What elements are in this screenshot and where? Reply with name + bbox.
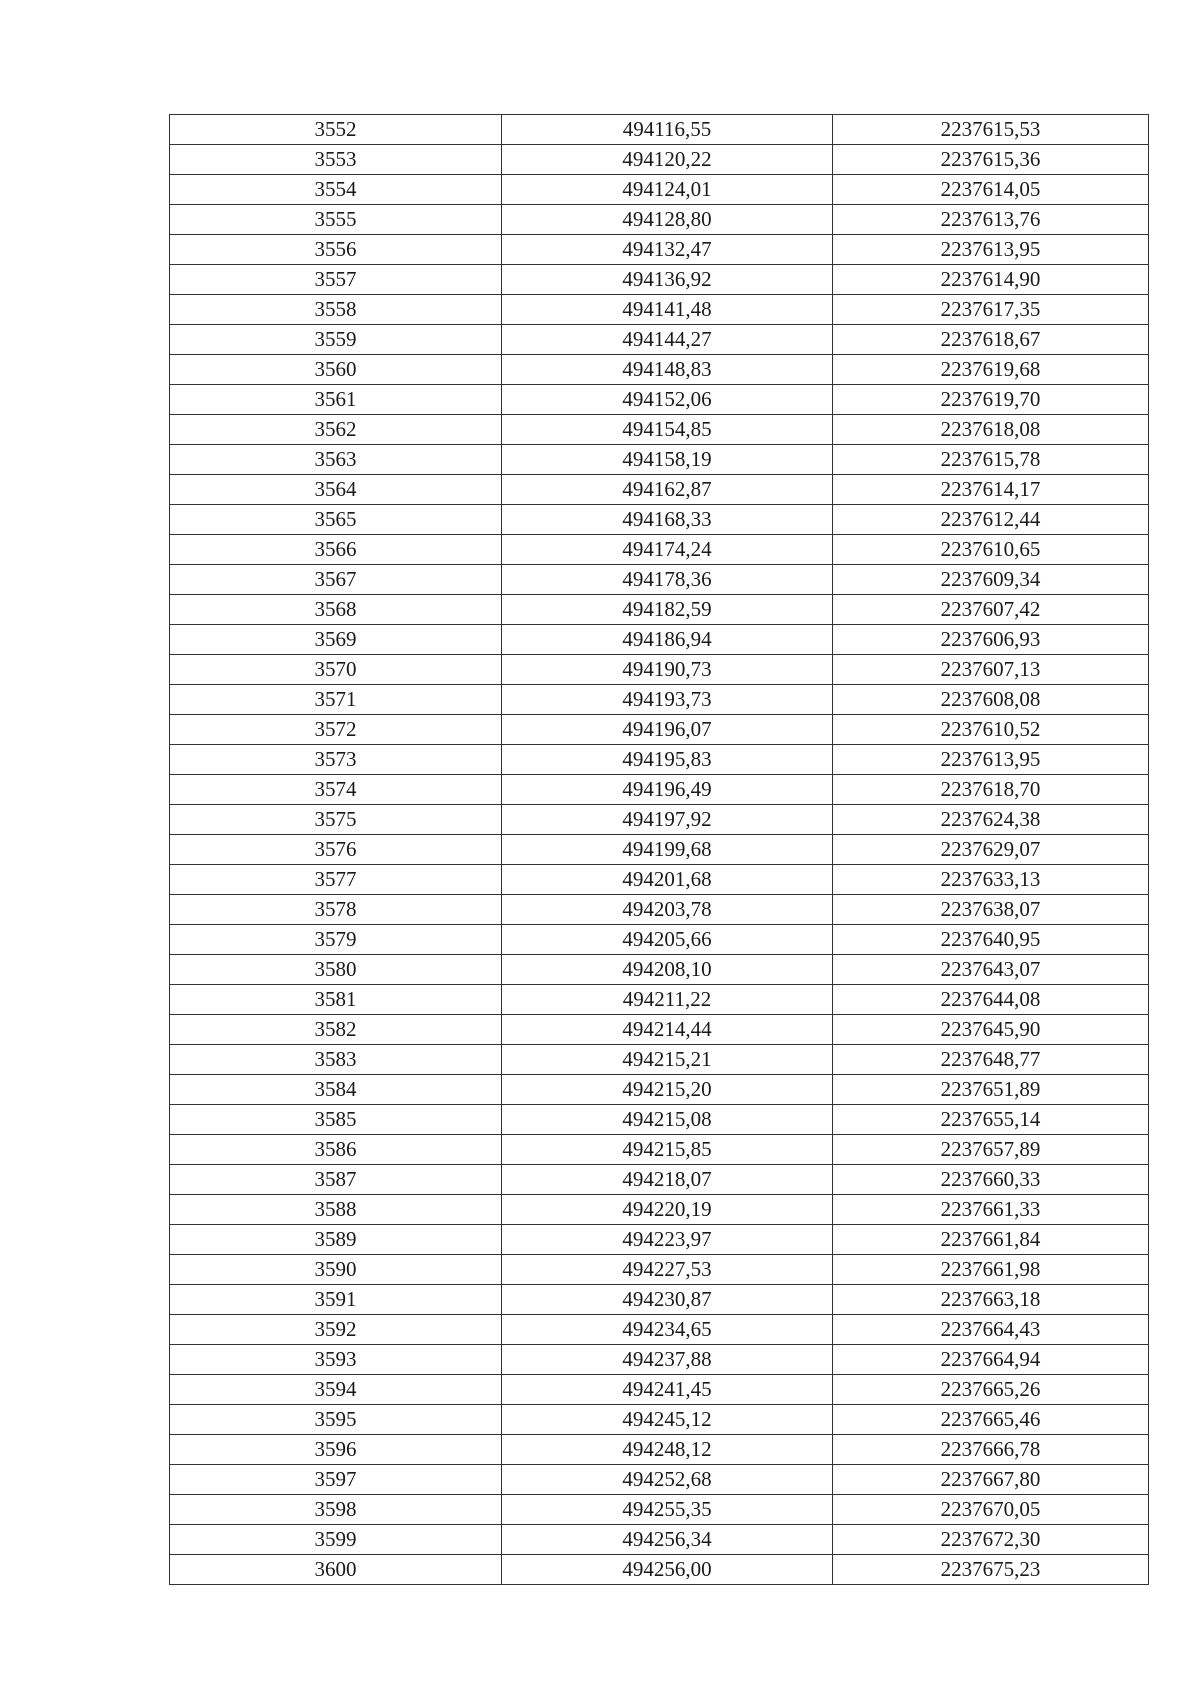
x-coordinate-cell: 494144,27 xyxy=(502,325,833,355)
point-number-cell: 3582 xyxy=(170,1015,502,1045)
point-number-cell: 3560 xyxy=(170,355,502,385)
table-row xyxy=(170,1555,1149,1585)
x-coordinate-cell: 494148,83 xyxy=(502,355,833,385)
x-coordinate-cell: 494196,49 xyxy=(502,775,833,805)
point-number-cell: 3583 xyxy=(170,1045,502,1075)
table-row xyxy=(170,565,1149,595)
y-coordinate-cell: 2237633,13 xyxy=(833,865,1149,895)
table-row xyxy=(170,1495,1149,1525)
x-coordinate-cell: 494205,66 xyxy=(502,925,833,955)
y-coordinate-cell: 2237655,14 xyxy=(833,1105,1149,1135)
point-number-cell: 3552 xyxy=(170,115,502,145)
table-row xyxy=(170,1135,1149,1165)
y-coordinate-cell: 2237666,78 xyxy=(833,1435,1149,1465)
y-coordinate-cell: 2237610,65 xyxy=(833,535,1149,565)
x-coordinate-cell: 494215,85 xyxy=(502,1135,833,1165)
point-number-cell: 3596 xyxy=(170,1435,502,1465)
x-coordinate-cell: 494178,36 xyxy=(502,565,833,595)
y-coordinate-cell: 2237607,42 xyxy=(833,595,1149,625)
point-number-cell: 3559 xyxy=(170,325,502,355)
y-coordinate-cell: 2237619,68 xyxy=(833,355,1149,385)
table-row xyxy=(170,355,1149,385)
table-row xyxy=(170,865,1149,895)
x-coordinate-cell: 494208,10 xyxy=(502,955,833,985)
table-row xyxy=(170,385,1149,415)
point-number-cell: 3574 xyxy=(170,775,502,805)
table-row xyxy=(170,235,1149,265)
point-number-cell: 3589 xyxy=(170,1225,502,1255)
point-number-cell: 3590 xyxy=(170,1255,502,1285)
x-coordinate-cell: 494196,07 xyxy=(502,715,833,745)
point-number-cell: 3581 xyxy=(170,985,502,1015)
x-coordinate-cell: 494197,92 xyxy=(502,805,833,835)
point-number-cell: 3585 xyxy=(170,1105,502,1135)
table-row xyxy=(170,595,1149,625)
table-row xyxy=(170,745,1149,775)
y-coordinate-cell: 2237675,23 xyxy=(833,1555,1149,1585)
point-number-cell: 3572 xyxy=(170,715,502,745)
y-coordinate-cell: 2237610,52 xyxy=(833,715,1149,745)
point-number-cell: 3556 xyxy=(170,235,502,265)
x-coordinate-cell: 494215,20 xyxy=(502,1075,833,1105)
point-number-cell: 3578 xyxy=(170,895,502,925)
table-row xyxy=(170,715,1149,745)
x-coordinate-cell: 494203,78 xyxy=(502,895,833,925)
point-number-cell: 3553 xyxy=(170,145,502,175)
point-number-cell: 3571 xyxy=(170,685,502,715)
x-coordinate-cell: 494162,87 xyxy=(502,475,833,505)
table-row xyxy=(170,655,1149,685)
x-coordinate-cell: 494132,47 xyxy=(502,235,833,265)
table-row xyxy=(170,1375,1149,1405)
x-coordinate-cell: 494193,73 xyxy=(502,685,833,715)
table-row xyxy=(170,325,1149,355)
x-coordinate-cell: 494255,35 xyxy=(502,1495,833,1525)
x-coordinate-cell: 494124,01 xyxy=(502,175,833,205)
y-coordinate-cell: 2237661,33 xyxy=(833,1195,1149,1225)
table-row xyxy=(170,895,1149,925)
y-coordinate-cell: 2237670,05 xyxy=(833,1495,1149,1525)
table-row xyxy=(170,145,1149,175)
y-coordinate-cell: 2237638,07 xyxy=(833,895,1149,925)
y-coordinate-cell: 2237613,95 xyxy=(833,745,1149,775)
y-coordinate-cell: 2237657,89 xyxy=(833,1135,1149,1165)
y-coordinate-cell: 2237615,36 xyxy=(833,145,1149,175)
y-coordinate-cell: 2237665,46 xyxy=(833,1405,1149,1435)
y-coordinate-cell: 2237613,76 xyxy=(833,205,1149,235)
x-coordinate-cell: 494211,22 xyxy=(502,985,833,1015)
y-coordinate-cell: 2237651,89 xyxy=(833,1075,1149,1105)
y-coordinate-cell: 2237661,98 xyxy=(833,1255,1149,1285)
table-row xyxy=(170,775,1149,805)
x-coordinate-cell: 494245,12 xyxy=(502,1405,833,1435)
y-coordinate-cell: 2237613,95 xyxy=(833,235,1149,265)
y-coordinate-cell: 2237607,13 xyxy=(833,655,1149,685)
table-row xyxy=(170,685,1149,715)
x-coordinate-cell: 494237,88 xyxy=(502,1345,833,1375)
y-coordinate-cell: 2237663,18 xyxy=(833,1285,1149,1315)
point-number-cell: 3600 xyxy=(170,1555,502,1585)
point-number-cell: 3594 xyxy=(170,1375,502,1405)
table-row xyxy=(170,1225,1149,1255)
x-coordinate-cell: 494220,19 xyxy=(502,1195,833,1225)
point-number-cell: 3588 xyxy=(170,1195,502,1225)
point-number-cell: 3591 xyxy=(170,1285,502,1315)
table-row xyxy=(170,115,1149,145)
point-number-cell: 3595 xyxy=(170,1405,502,1435)
x-coordinate-cell: 494201,68 xyxy=(502,865,833,895)
table-row xyxy=(170,1015,1149,1045)
coordinates-table xyxy=(169,114,1149,1585)
point-number-cell: 3566 xyxy=(170,535,502,565)
table-row xyxy=(170,985,1149,1015)
table-row xyxy=(170,805,1149,835)
table-row xyxy=(170,175,1149,205)
point-number-cell: 3586 xyxy=(170,1135,502,1165)
point-number-cell: 3562 xyxy=(170,415,502,445)
y-coordinate-cell: 2237644,08 xyxy=(833,985,1149,1015)
point-number-cell: 3592 xyxy=(170,1315,502,1345)
x-coordinate-cell: 494241,45 xyxy=(502,1375,833,1405)
point-number-cell: 3599 xyxy=(170,1525,502,1555)
table-row xyxy=(170,1195,1149,1225)
point-number-cell: 3568 xyxy=(170,595,502,625)
x-coordinate-cell: 494152,06 xyxy=(502,385,833,415)
y-coordinate-cell: 2237614,17 xyxy=(833,475,1149,505)
y-coordinate-cell: 2237619,70 xyxy=(833,385,1149,415)
table-row xyxy=(170,1165,1149,1195)
x-coordinate-cell: 494252,68 xyxy=(502,1465,833,1495)
x-coordinate-cell: 494182,59 xyxy=(502,595,833,625)
table-row xyxy=(170,1315,1149,1345)
x-coordinate-cell: 494256,34 xyxy=(502,1525,833,1555)
table-row xyxy=(170,1255,1149,1285)
y-coordinate-cell: 2237618,70 xyxy=(833,775,1149,805)
y-coordinate-cell: 2237614,05 xyxy=(833,175,1149,205)
table-row xyxy=(170,955,1149,985)
y-coordinate-cell: 2237661,84 xyxy=(833,1225,1149,1255)
table-row xyxy=(170,475,1149,505)
x-coordinate-cell: 494248,12 xyxy=(502,1435,833,1465)
table-row xyxy=(170,535,1149,565)
x-coordinate-cell: 494116,55 xyxy=(502,115,833,145)
y-coordinate-cell: 2237618,08 xyxy=(833,415,1149,445)
x-coordinate-cell: 494168,33 xyxy=(502,505,833,535)
y-coordinate-cell: 2237645,90 xyxy=(833,1015,1149,1045)
point-number-cell: 3584 xyxy=(170,1075,502,1105)
table-row xyxy=(170,925,1149,955)
coordinates-table-body xyxy=(170,115,1149,1585)
y-coordinate-cell: 2237624,38 xyxy=(833,805,1149,835)
x-coordinate-cell: 494174,24 xyxy=(502,535,833,565)
x-coordinate-cell: 494218,07 xyxy=(502,1165,833,1195)
point-number-cell: 3575 xyxy=(170,805,502,835)
point-number-cell: 3580 xyxy=(170,955,502,985)
table-row xyxy=(170,505,1149,535)
y-coordinate-cell: 2237643,07 xyxy=(833,955,1149,985)
x-coordinate-cell: 494234,65 xyxy=(502,1315,833,1345)
point-number-cell: 3576 xyxy=(170,835,502,865)
y-coordinate-cell: 2237606,93 xyxy=(833,625,1149,655)
y-coordinate-cell: 2237608,08 xyxy=(833,685,1149,715)
x-coordinate-cell: 494215,08 xyxy=(502,1105,833,1135)
point-number-cell: 3597 xyxy=(170,1465,502,1495)
point-number-cell: 3563 xyxy=(170,445,502,475)
y-coordinate-cell: 2237665,26 xyxy=(833,1375,1149,1405)
x-coordinate-cell: 494186,94 xyxy=(502,625,833,655)
point-number-cell: 3593 xyxy=(170,1345,502,1375)
x-coordinate-cell: 494154,85 xyxy=(502,415,833,445)
table-row xyxy=(170,625,1149,655)
point-number-cell: 3554 xyxy=(170,175,502,205)
table-row xyxy=(170,1285,1149,1315)
x-coordinate-cell: 494158,19 xyxy=(502,445,833,475)
y-coordinate-cell: 2237615,53 xyxy=(833,115,1149,145)
y-coordinate-cell: 2237614,90 xyxy=(833,265,1149,295)
point-number-cell: 3577 xyxy=(170,865,502,895)
y-coordinate-cell: 2237629,07 xyxy=(833,835,1149,865)
point-number-cell: 3555 xyxy=(170,205,502,235)
table-row xyxy=(170,265,1149,295)
point-number-cell: 3570 xyxy=(170,655,502,685)
point-number-cell: 3598 xyxy=(170,1495,502,1525)
table-row xyxy=(170,415,1149,445)
y-coordinate-cell: 2237612,44 xyxy=(833,505,1149,535)
point-number-cell: 3564 xyxy=(170,475,502,505)
table-row xyxy=(170,1525,1149,1555)
y-coordinate-cell: 2237667,80 xyxy=(833,1465,1149,1495)
y-coordinate-cell: 2237664,43 xyxy=(833,1315,1149,1345)
x-coordinate-cell: 494215,21 xyxy=(502,1045,833,1075)
x-coordinate-cell: 494230,87 xyxy=(502,1285,833,1315)
table-row xyxy=(170,445,1149,475)
table-row xyxy=(170,205,1149,235)
x-coordinate-cell: 494199,68 xyxy=(502,835,833,865)
x-coordinate-cell: 494136,92 xyxy=(502,265,833,295)
point-number-cell: 3573 xyxy=(170,745,502,775)
x-coordinate-cell: 494128,80 xyxy=(502,205,833,235)
table-row xyxy=(170,1405,1149,1435)
point-number-cell: 3579 xyxy=(170,925,502,955)
x-coordinate-cell: 494214,44 xyxy=(502,1015,833,1045)
y-coordinate-cell: 2237640,95 xyxy=(833,925,1149,955)
x-coordinate-cell: 494223,97 xyxy=(502,1225,833,1255)
table-row xyxy=(170,1345,1149,1375)
y-coordinate-cell: 2237615,78 xyxy=(833,445,1149,475)
x-coordinate-cell: 494190,73 xyxy=(502,655,833,685)
table-row xyxy=(170,1075,1149,1105)
point-number-cell: 3565 xyxy=(170,505,502,535)
point-number-cell: 3569 xyxy=(170,625,502,655)
table-row xyxy=(170,835,1149,865)
y-coordinate-cell: 2237648,77 xyxy=(833,1045,1149,1075)
x-coordinate-cell: 494227,53 xyxy=(502,1255,833,1285)
y-coordinate-cell: 2237617,35 xyxy=(833,295,1149,325)
x-coordinate-cell: 494195,83 xyxy=(502,745,833,775)
table-row xyxy=(170,1045,1149,1075)
y-coordinate-cell: 2237672,30 xyxy=(833,1525,1149,1555)
table-row xyxy=(170,1465,1149,1495)
point-number-cell: 3558 xyxy=(170,295,502,325)
table-row xyxy=(170,295,1149,325)
point-number-cell: 3567 xyxy=(170,565,502,595)
y-coordinate-cell: 2237660,33 xyxy=(833,1165,1149,1195)
point-number-cell: 3557 xyxy=(170,265,502,295)
table-row xyxy=(170,1105,1149,1135)
y-coordinate-cell: 2237609,34 xyxy=(833,565,1149,595)
x-coordinate-cell: 494141,48 xyxy=(502,295,833,325)
y-coordinate-cell: 2237664,94 xyxy=(833,1345,1149,1375)
y-coordinate-cell: 2237618,67 xyxy=(833,325,1149,355)
x-coordinate-cell: 494120,22 xyxy=(502,145,833,175)
x-coordinate-cell: 494256,00 xyxy=(502,1555,833,1585)
point-number-cell: 3561 xyxy=(170,385,502,415)
table-row xyxy=(170,1435,1149,1465)
point-number-cell: 3587 xyxy=(170,1165,502,1195)
